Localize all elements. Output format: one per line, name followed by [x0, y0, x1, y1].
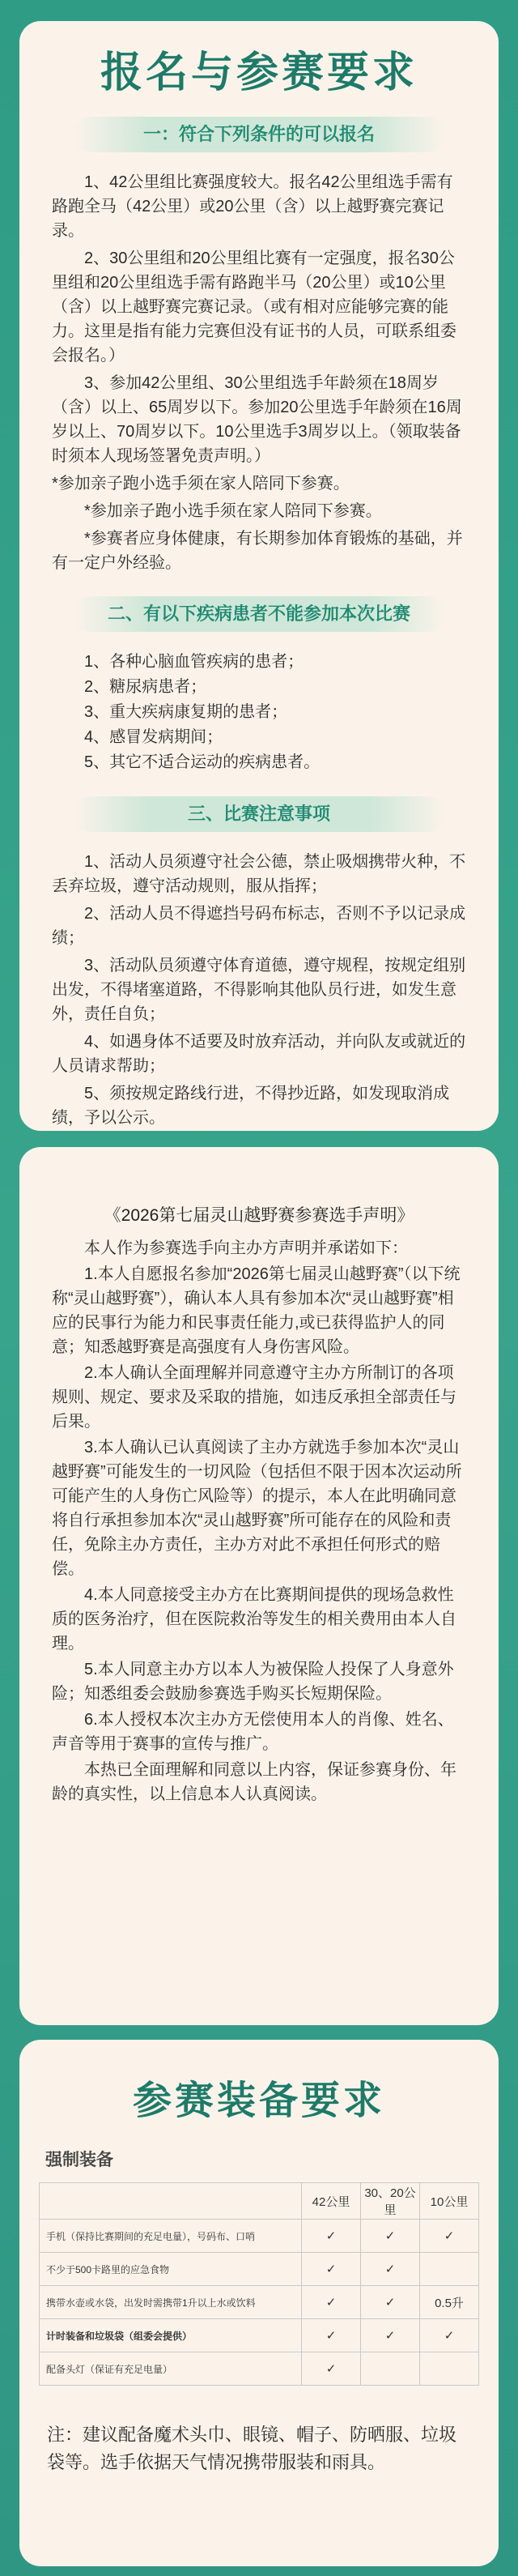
check-cell: ✓: [302, 2220, 361, 2253]
section-heading-notices: 三、比赛注意事项: [73, 796, 445, 832]
declaration-card: [19, 1147, 499, 2025]
eligibility-paragraph: 1、42公里组比赛强度较大。报名42公里组选手需有路跑全马（42公里）或20公里（含）以上越野赛完赛记录。: [52, 173, 453, 240]
check-cell: [420, 2253, 479, 2286]
eligibility-note: *参加亲子跑小选手须在家人陪同下参赛。: [52, 475, 350, 493]
equipment-title: 参赛装备要求: [132, 2079, 385, 2122]
declaration-paragraph: 本热已全面理解和同意以上内容，保证参赛身份、年龄的真实性，以上信息本人认真阅读。: [52, 1761, 456, 1803]
check-cell: ✓: [361, 2286, 420, 2319]
declaration-paragraph: 5.本人同意主办方以本人为被保险人投保了人身意外险；知悉组委会鼓励参赛选手购买长短期保险。: [52, 1661, 454, 1703]
table-header-row: [40, 2183, 479, 2220]
notice-paragraph: 3、活动队员须遵守体育道德，遵守规程，按规定组别出发，不得堵塞道路，不得影响其他队员行进，如发生意外，责任自负；: [52, 957, 466, 1023]
table-row: [40, 2220, 479, 2253]
notice-paragraph: 1、活动人员须遵守社会公德，禁止吸烟携带火种，不丢弃垃圾，遵守活动规则，服从指挥；: [52, 853, 466, 895]
registration-card: [19, 21, 499, 1131]
declaration-paragraph: 6.本人授权本次主办方无偿使用本人的肖像、姓名、声音等用于赛事的宣传与推广。: [52, 1711, 454, 1753]
table-row: [40, 2253, 479, 2286]
check-cell: [361, 2352, 420, 2386]
table-row: [40, 2286, 479, 2319]
check-cell: ✓: [361, 2220, 420, 2253]
registration-title: 报名与参赛要求: [100, 49, 418, 96]
mandatory-equipment-label: 强制装备: [45, 2151, 113, 2169]
equipment-table: [39, 2182, 479, 2386]
check-cell: ✓: [302, 2319, 361, 2352]
table-row: [40, 2319, 479, 2352]
eligibility-paragraph: 2、30公里组和20公里组比赛有一定强度，报名30公里组和20公里组选手需有路跑半马（20公里）或10公里（含）以上越野赛完赛记录。（或有相对应能够完赛的能力。这里是指有能力完赛但没有证书的人员，可联系组委会报名。）: [52, 249, 456, 365]
check-cell: ✓: [302, 2352, 361, 2386]
check-cell: ✓: [361, 2253, 420, 2286]
equipment-item: 手机（保持比赛期间的充足电量），号码布、口哨: [40, 2220, 302, 2253]
disease-item: 4、感冒发病期间；: [84, 728, 223, 746]
disease-item: 2、糖尿病患者；: [84, 678, 207, 696]
eligibility-paragraph: 3、参加42公里组、30公里组选手年龄须在18周岁（含）以上、65周岁以下。参加20公里选手年龄须在16周岁以上、70周岁以下。10公里选手3周岁以上。（领取装备时须本人现场签署免责声明。）: [52, 374, 462, 465]
check-cell: [420, 2352, 479, 2386]
equipment-item: 不少于500卡路里的应急食物: [40, 2253, 302, 2286]
declaration-title: 《2026第七届灵山越野赛参赛选手声明》: [104, 1206, 414, 1225]
equipment-item: 携带水壶或水袋，出发时需携带1升以上水或饮料: [40, 2286, 302, 2319]
table-header: [40, 2183, 302, 2220]
declaration-paragraph: 1.本人自愿报名参加“2026第七届灵山越野赛”（以下统称“灵山越野赛”），确认本人具有参加本次“灵山越野赛”相应的民事行为能力和民事责任能力,或已获得监护人的同意；知悉越野赛是高强度有人身伤害风险。: [52, 1265, 461, 1356]
table-header: 30、20公里: [361, 2183, 420, 2220]
declaration-paragraph: 2.本人确认全面理解并同意遵守主办方所制订的各项规则、规定、要求及采取的措施，如违反承担全部责任与后果。: [52, 1364, 456, 1431]
eligibility-note: *参加亲子跑小选手须在家人陪同下参赛。: [84, 502, 382, 520]
check-cell: 0.5升: [420, 2286, 479, 2319]
section-heading-diseases: 二、有以下疾病患者不能参加本次比赛: [73, 596, 445, 632]
table-header: 42公里: [302, 2183, 361, 2220]
disease-item: 3、重大疾病康复期的患者；: [84, 703, 288, 721]
check-cell: ✓: [420, 2220, 479, 2253]
declaration-paragraph: 本人作为参赛选手向主办方声明并承诺如下：: [84, 1239, 408, 1257]
equipment-item: 计时装备和垃圾袋（组委会提供）: [40, 2319, 302, 2352]
declaration-paragraph: 4.本人同意接受主办方在比赛期间提供的现场急救性质的医务治疗，但在医院救治等发生的相关费用由本人自理。: [52, 1586, 456, 1653]
disease-item: 5、其它不适合运动的疾病患者。: [84, 753, 321, 771]
notice-paragraph: 5、须按规定路线行进，不得抄近路，如发现取消成绩，予以公示。: [52, 1085, 450, 1127]
declaration-paragraph: 3.本人确认已认真阅读了主办方就选手参加本次“灵山越野赛”可能发生的一切风险（包括但不限于因本次运动所可能产生的人身伤亡风险等）的提示，本人在此明确同意将自行承担参加本次“灵山越野赛”所可能存在的风险和责任，免除主办方责任，主办方对此不承担任何形式的赔偿。: [52, 1439, 462, 1578]
equipment-item: 配备头灯（保证有充足电量）: [40, 2352, 302, 2386]
check-cell: ✓: [361, 2319, 420, 2352]
table-row: [40, 2352, 479, 2386]
notice-paragraph: 4、如遇身体不适要及时放弃活动，并向队友或就近的人员请求帮助；: [52, 1033, 466, 1075]
equipment-note: 注：建议配备魔术头巾、眼镜、帽子、防晒服、垃圾袋等。选手依据天气情况携带服装和雨具。: [47, 2425, 457, 2472]
section-heading-eligibility: 一：符合下列条件的可以报名: [73, 117, 445, 152]
disease-item: 1、各种心脑血管疾病的患者；: [84, 653, 304, 671]
check-cell: ✓: [420, 2319, 479, 2352]
notice-paragraph: 2、活动人员不得遮挡号码布标志，否则不予以记录成绩；: [52, 905, 466, 947]
equipment-card: [19, 2040, 499, 2566]
check-cell: ✓: [302, 2286, 361, 2319]
eligibility-note: *参赛者应身体健康，有长期参加体育锻炼的基础，并有一定户外经验。: [52, 530, 463, 572]
table-header: 10公里: [420, 2183, 479, 2220]
check-cell: ✓: [302, 2253, 361, 2286]
